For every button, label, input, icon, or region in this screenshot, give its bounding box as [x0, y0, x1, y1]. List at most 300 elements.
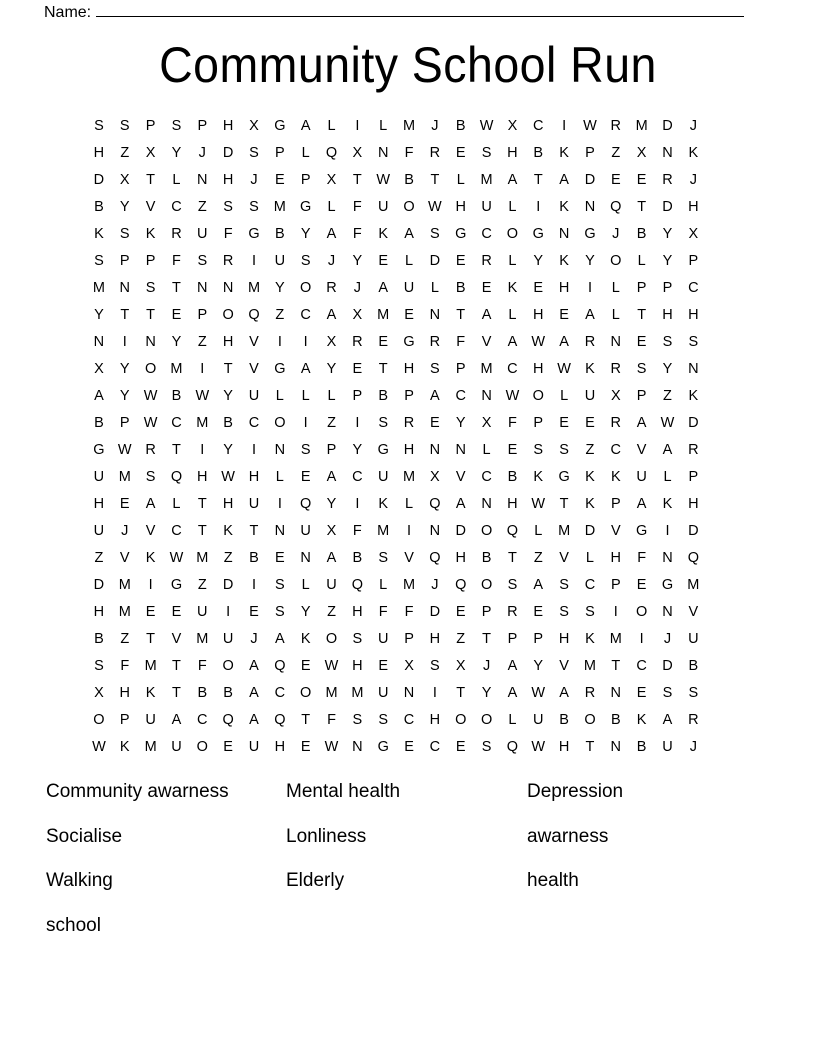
grid-letter[interactable]: M — [118, 469, 131, 485]
grid-letter[interactable]: Z — [585, 442, 595, 458]
grid-letter[interactable]: O — [222, 307, 234, 323]
grid-letter[interactable]: Z — [327, 604, 336, 620]
grid-letter[interactable]: L — [275, 469, 284, 485]
grid-letter[interactable]: W — [660, 415, 675, 431]
grid-letter[interactable]: I — [277, 334, 282, 350]
grid-letter[interactable]: W — [117, 442, 132, 458]
grid-letter[interactable]: J — [612, 226, 620, 242]
grid-letter[interactable]: W — [505, 388, 520, 404]
grid-letter[interactable]: B — [352, 550, 363, 566]
grid-letter[interactable]: M — [196, 631, 209, 647]
grid-letter[interactable]: I — [639, 631, 644, 647]
grid-letter[interactable]: I — [355, 496, 360, 512]
grid-letter[interactable]: J — [663, 631, 672, 647]
grid-letter[interactable]: X — [326, 334, 337, 350]
grid-letter[interactable]: A — [636, 415, 647, 431]
grid-letter[interactable]: F — [352, 523, 362, 539]
grid-letter[interactable]: C — [171, 199, 182, 215]
grid-letter[interactable]: O — [300, 685, 312, 701]
grid-letter[interactable]: L — [327, 199, 336, 215]
grid-letter[interactable]: F — [456, 334, 466, 350]
grid-letter[interactable]: D — [455, 523, 466, 539]
grid-letter[interactable]: Y — [119, 199, 130, 215]
grid-letter[interactable]: M — [609, 631, 622, 647]
grid-letter[interactable]: P — [610, 577, 621, 593]
grid-letter[interactable]: U — [222, 631, 234, 647]
grid-letter[interactable]: O — [480, 523, 493, 539]
grid-letter[interactable]: B — [249, 550, 259, 566]
grid-letter[interactable]: L — [508, 253, 517, 269]
grid-letter[interactable]: O — [274, 415, 286, 431]
grid-letter[interactable]: L — [301, 577, 310, 593]
grid-letter[interactable]: Q — [455, 577, 467, 593]
grid-letter[interactable]: L — [327, 118, 336, 134]
grid-letter[interactable]: H — [93, 496, 105, 512]
grid-letter[interactable]: A — [662, 442, 673, 458]
grid-letter[interactable]: L — [172, 172, 181, 188]
grid-letter[interactable]: H — [93, 145, 105, 161]
grid-letter[interactable]: T — [585, 739, 595, 755]
grid-letter[interactable]: I — [407, 523, 412, 539]
grid-letter[interactable]: N — [610, 739, 622, 755]
grid-letter[interactable]: X — [507, 118, 518, 134]
grid-letter[interactable]: G — [403, 334, 415, 350]
grid-letter[interactable]: V — [171, 631, 182, 647]
grid-letter[interactable]: H — [533, 361, 544, 377]
grid-letter[interactable]: S — [171, 118, 182, 134]
grid-letter[interactable]: U — [533, 712, 544, 728]
grid-letter[interactable]: E — [430, 415, 440, 431]
grid-letter[interactable]: E — [533, 280, 544, 296]
grid-letter[interactable]: M — [635, 118, 648, 134]
grid-letter[interactable]: Z — [611, 145, 621, 161]
grid-letter[interactable]: E — [610, 172, 621, 188]
grid-letter[interactable]: H — [222, 334, 234, 350]
grid-letter[interactable]: S — [688, 685, 699, 701]
grid-letter[interactable]: T — [378, 361, 388, 377]
grid-letter[interactable]: I — [587, 280, 592, 296]
grid-letter[interactable]: W — [221, 469, 235, 485]
grid-letter[interactable]: R — [610, 415, 622, 431]
grid-letter[interactable]: V — [688, 604, 699, 620]
grid-letter[interactable]: R — [584, 334, 596, 350]
grid-letter[interactable]: G — [377, 442, 389, 458]
grid-letter[interactable]: S — [430, 226, 440, 242]
name-input-blank[interactable] — [96, 2, 744, 17]
grid-letter[interactable]: C — [481, 226, 492, 242]
grid-letter[interactable]: B — [94, 415, 104, 431]
grid-letter[interactable]: I — [303, 415, 308, 431]
grid-letter[interactable]: Z — [197, 334, 207, 350]
grid-letter[interactable]: B — [94, 199, 104, 215]
grid-letter[interactable]: M — [687, 577, 700, 593]
grid-letter[interactable]: O — [93, 712, 105, 728]
grid-letter[interactable]: W — [557, 361, 571, 377]
grid-letter[interactable]: N — [558, 226, 570, 242]
grid-letter[interactable]: M — [558, 523, 571, 539]
grid-letter[interactable]: J — [327, 253, 336, 269]
grid-letter[interactable]: X — [326, 172, 337, 188]
grid-letter[interactable]: M — [480, 172, 493, 188]
grid-letter[interactable]: Z — [120, 145, 130, 161]
grid-letter[interactable]: J — [689, 172, 697, 188]
grid-letter[interactable]: L — [405, 253, 414, 269]
grid-letter[interactable]: Y — [662, 226, 673, 242]
grid-letter[interactable]: E — [404, 307, 414, 323]
grid-letter[interactable]: C — [274, 685, 286, 701]
grid-letter[interactable]: P — [610, 496, 621, 512]
grid-letter[interactable]: H — [688, 199, 699, 215]
grid-letter[interactable]: A — [249, 658, 259, 674]
grid-letter[interactable]: K — [378, 496, 389, 512]
grid-letter[interactable]: T — [146, 172, 156, 188]
grid-letter[interactable]: X — [352, 307, 363, 323]
grid-letter[interactable]: J — [689, 739, 697, 755]
grid-letter[interactable]: Y — [481, 685, 492, 701]
grid-letter[interactable]: K — [636, 712, 647, 728]
grid-letter[interactable]: W — [428, 199, 442, 215]
grid-letter[interactable]: J — [250, 631, 258, 647]
grid-letter[interactable]: N — [481, 496, 492, 512]
grid-letter[interactable]: R — [481, 253, 492, 269]
grid-letter[interactable]: S — [145, 469, 156, 485]
grid-letter[interactable]: N — [352, 739, 363, 755]
grid-letter[interactable]: L — [611, 280, 620, 296]
grid-letter[interactable]: X — [249, 118, 259, 134]
grid-letter[interactable]: N — [662, 604, 673, 620]
grid-letter[interactable]: A — [249, 712, 259, 728]
grid-letter[interactable]: U — [377, 199, 389, 215]
grid-letter[interactable]: P — [300, 172, 311, 188]
grid-letter[interactable]: P — [507, 631, 518, 647]
grid-letter[interactable]: X — [145, 145, 156, 161]
grid-letter[interactable]: N — [610, 334, 622, 350]
grid-letter[interactable]: B — [507, 469, 518, 485]
grid-letter[interactable]: F — [327, 712, 336, 728]
grid-letter[interactable]: C — [507, 361, 518, 377]
grid-letter[interactable]: T — [146, 631, 156, 647]
grid-letter[interactable]: P — [533, 631, 544, 647]
grid-letter[interactable]: I — [226, 604, 231, 620]
grid-letter[interactable]: W — [479, 118, 494, 134]
grid-letter[interactable]: W — [92, 739, 106, 755]
grid-letter[interactable]: S — [94, 118, 104, 134]
grid-letter[interactable]: E — [352, 361, 363, 377]
grid-letter[interactable]: L — [379, 577, 388, 593]
grid-letter[interactable]: M — [247, 280, 261, 296]
grid-letter[interactable]: Q — [687, 550, 699, 566]
grid-letter[interactable]: K — [94, 226, 104, 242]
grid-letter[interactable]: Q — [429, 550, 441, 566]
grid-letter[interactable]: N — [662, 145, 673, 161]
grid-letter[interactable]: S — [533, 442, 544, 458]
grid-letter[interactable]: J — [121, 523, 129, 539]
grid-letter[interactable]: B — [688, 658, 699, 674]
grid-letter[interactable]: F — [172, 253, 181, 269]
grid-letter[interactable]: A — [274, 631, 285, 647]
grid-letter[interactable]: W — [195, 388, 210, 404]
grid-letter[interactable]: P — [688, 469, 699, 485]
grid-letter[interactable]: C — [610, 442, 622, 458]
grid-letter[interactable]: C — [300, 307, 311, 323]
grid-letter[interactable]: U — [377, 631, 389, 647]
grid-letter[interactable]: I — [355, 118, 360, 134]
grid-letter[interactable]: O — [325, 631, 338, 647]
grid-letter[interactable]: S — [378, 550, 389, 566]
grid-letter[interactable]: T — [172, 280, 181, 296]
grid-letter[interactable]: O — [532, 388, 544, 404]
grid-letter[interactable]: P — [636, 388, 647, 404]
grid-letter[interactable]: K — [559, 199, 569, 215]
grid-letter[interactable]: H — [688, 496, 699, 512]
grid-letter[interactable]: G — [377, 739, 389, 755]
grid-letter[interactable]: S — [688, 334, 699, 350]
grid-letter[interactable]: I — [562, 118, 567, 134]
grid-letter[interactable]: N — [481, 388, 492, 404]
grid-letter[interactable]: M — [377, 307, 390, 323]
grid-letter[interactable]: H — [610, 550, 622, 566]
grid-letter[interactable]: F — [352, 226, 362, 242]
grid-letter[interactable]: G — [248, 226, 260, 242]
grid-letter[interactable]: D — [584, 172, 596, 188]
grid-letter[interactable]: X — [481, 415, 492, 431]
grid-letter[interactable]: Q — [222, 712, 234, 728]
grid-letter[interactable]: U — [197, 226, 208, 242]
grid-letter[interactable]: R — [507, 604, 518, 620]
grid-letter[interactable]: E — [171, 307, 182, 323]
grid-letter[interactable]: F — [378, 604, 388, 620]
grid-letter[interactable]: L — [611, 307, 620, 323]
grid-letter[interactable]: B — [455, 280, 466, 296]
grid-letter[interactable]: D — [429, 253, 441, 269]
grid-letter[interactable]: K — [559, 253, 569, 269]
grid-letter[interactable]: S — [274, 577, 285, 593]
grid-letter[interactable]: X — [404, 658, 414, 674]
grid-letter[interactable]: J — [353, 280, 361, 296]
grid-letter[interactable]: R — [429, 145, 441, 161]
grid-letter[interactable]: S — [559, 442, 569, 458]
grid-letter[interactable]: E — [404, 739, 414, 755]
grid-letter[interactable]: Z — [223, 550, 233, 566]
grid-letter[interactable]: E — [223, 739, 233, 755]
grid-letter[interactable]: C — [352, 469, 363, 485]
grid-letter[interactable]: H — [455, 550, 466, 566]
grid-letter[interactable]: A — [171, 712, 182, 728]
grid-letter[interactable]: S — [94, 253, 104, 269]
grid-letter[interactable]: A — [430, 388, 440, 404]
grid-letter[interactable]: J — [689, 118, 697, 134]
grid-letter[interactable]: E — [481, 280, 492, 296]
grid-letter[interactable]: Q — [506, 523, 519, 539]
grid-letter[interactable]: M — [403, 469, 416, 485]
grid-letter[interactable]: R — [222, 253, 234, 269]
grid-letter[interactable]: C — [533, 118, 544, 134]
grid-letter[interactable]: W — [169, 550, 184, 566]
grid-letter[interactable]: B — [404, 172, 414, 188]
grid-letter[interactable]: Y — [352, 253, 363, 269]
grid-letter[interactable]: A — [404, 226, 414, 242]
grid-letter[interactable]: S — [119, 226, 130, 242]
grid-letter[interactable]: P — [404, 631, 414, 647]
grid-letter[interactable]: L — [172, 496, 181, 512]
grid-letter[interactable]: L — [301, 388, 310, 404]
grid-letter[interactable]: B — [636, 226, 647, 242]
grid-letter[interactable]: T — [197, 496, 207, 512]
grid-letter[interactable]: J — [482, 658, 491, 674]
grid-letter[interactable]: Y — [352, 442, 363, 458]
grid-letter[interactable]: B — [378, 388, 389, 404]
grid-letter[interactable]: A — [300, 118, 311, 134]
grid-letter[interactable]: X — [352, 145, 363, 161]
grid-letter[interactable]: M — [403, 577, 416, 593]
grid-letter[interactable]: A — [94, 388, 104, 404]
grid-letter[interactable]: Y — [585, 253, 595, 269]
grid-letter[interactable]: K — [688, 145, 699, 161]
grid-letter[interactable]: G — [558, 469, 570, 485]
grid-letter[interactable]: K — [145, 685, 156, 701]
grid-letter[interactable]: X — [326, 523, 337, 539]
grid-letter[interactable]: T — [637, 199, 647, 215]
grid-letter[interactable]: P — [145, 118, 156, 134]
grid-letter[interactable]: T — [249, 523, 259, 539]
grid-letter[interactable]: P — [481, 604, 492, 620]
grid-letter[interactable]: G — [661, 577, 674, 593]
grid-letter[interactable]: U — [248, 388, 260, 404]
grid-letter[interactable]: A — [507, 334, 518, 350]
grid-letter[interactable]: B — [455, 118, 466, 134]
grid-letter[interactable]: P — [404, 388, 414, 404]
grid-letter[interactable]: D — [222, 577, 234, 593]
grid-letter[interactable]: U — [326, 577, 337, 593]
grid-letter[interactable]: W — [531, 334, 546, 350]
grid-letter[interactable]: T — [456, 685, 466, 701]
grid-letter[interactable]: M — [196, 550, 209, 566]
grid-letter[interactable]: C — [584, 577, 596, 593]
grid-letter[interactable]: L — [482, 442, 491, 458]
grid-letter[interactable]: E — [559, 415, 569, 431]
grid-letter[interactable]: L — [508, 307, 517, 323]
grid-letter[interactable]: S — [662, 334, 673, 350]
grid-letter[interactable]: W — [531, 685, 546, 701]
grid-letter[interactable]: T — [430, 172, 440, 188]
grid-letter[interactable]: E — [171, 604, 182, 620]
grid-letter[interactable]: G — [274, 361, 286, 377]
word-list-item[interactable]: Mental health — [286, 781, 401, 802]
grid-letter[interactable]: D — [662, 118, 673, 134]
grid-letter[interactable]: S — [585, 604, 595, 620]
grid-letter[interactable]: H — [558, 631, 570, 647]
grid-letter[interactable]: Y — [533, 253, 544, 269]
grid-letter[interactable]: D — [584, 523, 596, 539]
grid-letter[interactable]: S — [430, 361, 440, 377]
grid-letter[interactable]: Y — [662, 253, 673, 269]
grid-letter[interactable]: B — [559, 712, 569, 728]
grid-letter[interactable]: K — [585, 496, 595, 512]
grid-letter[interactable]: M — [351, 685, 364, 701]
grid-letter[interactable]: T — [120, 307, 130, 323]
grid-letter[interactable]: Y — [455, 415, 466, 431]
grid-letter[interactable]: N — [662, 550, 673, 566]
grid-letter[interactable]: E — [300, 658, 311, 674]
grid-letter[interactable]: N — [455, 442, 466, 458]
grid-letter[interactable]: I — [665, 523, 670, 539]
grid-letter[interactable]: W — [531, 739, 546, 755]
grid-letter[interactable]: V — [610, 523, 621, 539]
word-list-item[interactable]: school — [46, 914, 101, 936]
grid-letter[interactable]: Z — [533, 550, 543, 566]
grid-letter[interactable]: U — [248, 496, 260, 512]
grid-letter[interactable]: L — [379, 118, 388, 134]
grid-letter[interactable]: W — [143, 388, 158, 404]
grid-letter[interactable]: F — [637, 550, 647, 566]
grid-letter[interactable]: Z — [327, 415, 336, 431]
word-search-grid[interactable] — [86, 113, 732, 761]
grid-letter[interactable]: N — [610, 685, 622, 701]
grid-letter[interactable]: O — [636, 604, 648, 620]
grid-letter[interactable]: N — [197, 172, 208, 188]
grid-letter[interactable]: E — [378, 658, 389, 674]
grid-letter[interactable]: G — [93, 442, 105, 458]
grid-letter[interactable]: I — [251, 442, 256, 458]
grid-letter[interactable]: N — [197, 280, 208, 296]
grid-letter[interactable]: D — [93, 172, 105, 188]
grid-letter[interactable]: Z — [275, 307, 285, 323]
grid-letter[interactable]: H — [429, 712, 441, 728]
grid-letter[interactable]: K — [145, 226, 156, 242]
grid-letter[interactable]: S — [481, 739, 492, 755]
grid-letter[interactable]: Q — [351, 577, 363, 593]
grid-letter[interactable]: S — [559, 577, 569, 593]
grid-letter[interactable]: C — [455, 388, 466, 404]
grid-letter[interactable]: P — [533, 415, 544, 431]
word-list-item[interactable]: Walking — [46, 870, 113, 891]
grid-letter[interactable]: Y — [119, 361, 130, 377]
grid-letter[interactable]: G — [455, 226, 467, 242]
grid-letter[interactable]: P — [455, 361, 466, 377]
grid-letter[interactable]: S — [507, 577, 518, 593]
grid-letter[interactable]: P — [585, 145, 595, 161]
grid-letter[interactable]: E — [585, 415, 595, 431]
grid-letter[interactable]: I — [200, 361, 205, 377]
grid-letter[interactable]: J — [198, 145, 206, 161]
grid-letter[interactable]: K — [688, 388, 699, 404]
grid-letter[interactable]: O — [196, 739, 208, 755]
grid-letter[interactable]: A — [378, 280, 389, 296]
grid-letter[interactable]: V — [145, 199, 156, 215]
grid-letter[interactable]: U — [688, 631, 699, 647]
grid-letter[interactable]: T — [301, 712, 311, 728]
grid-letter[interactable]: U — [300, 523, 311, 539]
grid-letter[interactable]: E — [533, 604, 544, 620]
grid-letter[interactable]: U — [93, 523, 105, 539]
grid-letter[interactable]: H — [662, 307, 673, 323]
grid-letter[interactable]: C — [481, 469, 492, 485]
grid-letter[interactable]: S — [662, 685, 673, 701]
grid-letter[interactable]: H — [274, 739, 286, 755]
grid-letter[interactable]: P — [145, 253, 156, 269]
grid-letter[interactable]: E — [145, 604, 156, 620]
grid-letter[interactable]: F — [507, 415, 517, 431]
grid-letter[interactable]: I — [355, 415, 360, 431]
grid-letter[interactable]: O — [300, 280, 312, 296]
grid-letter[interactable]: T — [456, 307, 466, 323]
grid-letter[interactable]: R — [145, 442, 156, 458]
grid-letter[interactable]: T — [352, 172, 362, 188]
grid-letter[interactable]: N — [429, 307, 441, 323]
grid-letter[interactable]: A — [249, 685, 259, 701]
grid-letter[interactable]: M — [273, 199, 286, 215]
grid-letter[interactable]: W — [583, 118, 597, 134]
